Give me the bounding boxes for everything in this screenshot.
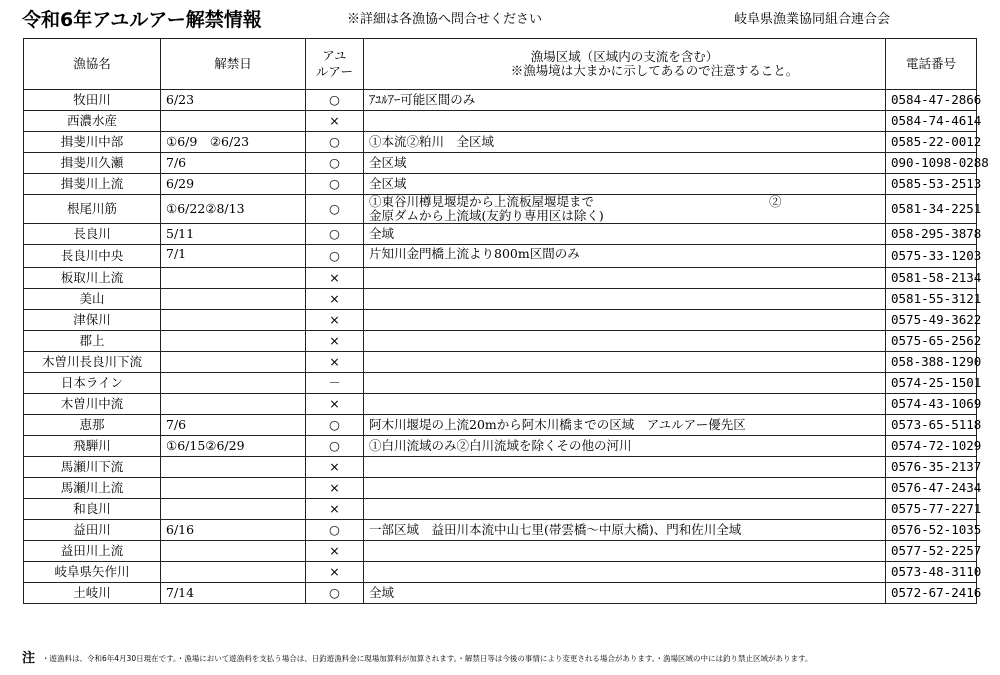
area-line-1: 全区域 bbox=[369, 155, 407, 170]
table-row bbox=[24, 174, 977, 195]
cell-fishing-area bbox=[364, 415, 886, 436]
cell-open-date bbox=[161, 373, 306, 394]
cell-open-date: ①6/15②6/29 bbox=[161, 436, 306, 457]
cell-phone-number: 0575-65-2562 bbox=[886, 331, 977, 352]
cell-open-date bbox=[161, 289, 306, 310]
cell-phone-number: 0581-58-2134 bbox=[886, 268, 977, 289]
cell-open-date bbox=[161, 394, 306, 415]
cell-open-date bbox=[161, 499, 306, 520]
table-row bbox=[24, 90, 977, 111]
cell-fishing-area bbox=[364, 224, 886, 245]
cell-ayu-lure-mark: × bbox=[306, 499, 364, 520]
table-row bbox=[24, 245, 977, 268]
cell-union-name: 揖斐川上流 bbox=[24, 174, 161, 195]
cell-phone-number: 0576-47-2434 bbox=[886, 478, 977, 499]
cell-phone-number: 0574-72-1029 bbox=[886, 436, 977, 457]
cell-ayu-lure-mark: × bbox=[306, 352, 364, 373]
fishing-info-table bbox=[23, 38, 989, 604]
cell-fishing-area bbox=[364, 174, 886, 195]
table-row bbox=[24, 331, 977, 352]
cell-union-name: 木曽川中流 bbox=[24, 394, 161, 415]
cell-open-date bbox=[161, 352, 306, 373]
cell-phone-number: 0584-47-2866 bbox=[886, 90, 977, 111]
cell-union-name: 恵那 bbox=[24, 415, 161, 436]
cell-phone-number: 0575-77-2271 bbox=[886, 499, 977, 520]
cell-phone-number: 0573-48-3110 bbox=[886, 562, 977, 583]
table-row bbox=[24, 153, 977, 174]
cell-fishing-area bbox=[364, 132, 886, 153]
cell-phone-number: 0572-67-2416 bbox=[886, 583, 977, 604]
cell-ayu-lure-mark: × bbox=[306, 541, 364, 562]
cell-ayu-lure-mark: ○ bbox=[306, 583, 364, 604]
cell-ayu-lure-mark: － bbox=[306, 373, 364, 394]
cell-union-name: 和良川 bbox=[24, 499, 161, 520]
cell-union-name: 岐阜県矢作川 bbox=[24, 562, 161, 583]
cell-open-date: ①6/22②8/13 bbox=[161, 195, 306, 224]
header-area-line2: ※漁場境は大まかに示してあるので注意すること。 bbox=[510, 63, 799, 78]
cell-ayu-lure-mark: ○ bbox=[306, 174, 364, 195]
header-ayu-lure bbox=[306, 39, 364, 90]
cell-ayu-lure-mark: ○ bbox=[306, 415, 364, 436]
cell-open-date bbox=[161, 457, 306, 478]
cell-phone-number: 0576-35-2137 bbox=[886, 457, 977, 478]
table-row bbox=[24, 415, 977, 436]
cell-open-date bbox=[161, 478, 306, 499]
cell-open-date: 6/16 bbox=[161, 520, 306, 541]
cell-fishing-area bbox=[364, 310, 886, 331]
cell-union-name: 西濃水産 bbox=[24, 111, 161, 132]
cell-fishing-area bbox=[364, 195, 886, 224]
cell-open-date bbox=[161, 111, 306, 132]
table-row bbox=[24, 195, 977, 224]
cell-ayu-lure-mark: × bbox=[306, 111, 364, 132]
cell-ayu-lure-mark: ○ bbox=[306, 224, 364, 245]
cell-union-name: 津保川 bbox=[24, 310, 161, 331]
cell-union-name: 馬瀬川下流 bbox=[24, 457, 161, 478]
cell-union-name: 板取川上流 bbox=[24, 268, 161, 289]
footnote-text: ・遊漁料は、令和6年4月30日現在です。・漁場において遊漁料を支払う場合は、日釣遊漁料金に現場加算料が加算されます。・解禁日等は今後の事情により変更される場合があります。・漁場区域の中には釣り禁止区域があります。 bbox=[42, 654, 813, 663]
cell-fishing-area bbox=[364, 541, 886, 562]
cell-open-date bbox=[161, 541, 306, 562]
table-row bbox=[24, 562, 977, 583]
cell-fishing-area bbox=[364, 499, 886, 520]
cell-ayu-lure-mark: × bbox=[306, 394, 364, 415]
cell-union-name: 牧田川 bbox=[24, 90, 161, 111]
cell-phone-number: 0584-74-4614 bbox=[886, 111, 977, 132]
cell-fishing-area bbox=[364, 562, 886, 583]
page-header bbox=[22, 8, 982, 32]
footnote bbox=[22, 650, 982, 670]
cell-union-name: 飛騨川 bbox=[24, 436, 161, 457]
cell-ayu-lure-mark: ○ bbox=[306, 153, 364, 174]
organization-name: 岐阜県漁業協同組合連合会 bbox=[734, 12, 891, 27]
cell-union-name: 木曽川長良川下流 bbox=[24, 352, 161, 373]
header-date: 解禁日 bbox=[161, 39, 306, 90]
table-row bbox=[24, 132, 977, 153]
cell-ayu-lure-mark: ○ bbox=[306, 245, 364, 268]
table-header-row bbox=[24, 39, 977, 90]
cell-phone-number: 0577-52-2257 bbox=[886, 541, 977, 562]
cell-fishing-area bbox=[364, 457, 886, 478]
header-ayu-line1: アユ bbox=[322, 48, 347, 63]
cell-fishing-area bbox=[364, 289, 886, 310]
header-ayu-line2: ルアー bbox=[315, 64, 354, 79]
cell-union-name: 益田川 bbox=[24, 520, 161, 541]
area-line-1: 一部区域 益田川本流中山七里(帯雲橋～中原大橋)、門和佐川全域 bbox=[369, 522, 742, 537]
cell-phone-number: 0574-43-1069 bbox=[886, 394, 977, 415]
cell-phone-number: 0575-33-1203 bbox=[886, 245, 977, 268]
cell-phone-number: 0585-53-2513 bbox=[886, 174, 977, 195]
table-row bbox=[24, 352, 977, 373]
cell-phone-number: 0576-52-1035 bbox=[886, 520, 977, 541]
cell-union-name: 日本ライン bbox=[24, 373, 161, 394]
cell-open-date: 5/11 bbox=[161, 224, 306, 245]
cell-union-name: 益田川上流 bbox=[24, 541, 161, 562]
cell-open-date: ①6/9 ②6/23 bbox=[161, 132, 306, 153]
table-row bbox=[24, 394, 977, 415]
area-line-2: 金原ダムから上流域(友釣り専用区は除く) bbox=[369, 208, 604, 223]
cell-fishing-area bbox=[364, 373, 886, 394]
cell-phone-number: 0581-34-2251 bbox=[886, 195, 977, 224]
cell-ayu-lure-mark: × bbox=[306, 268, 364, 289]
cell-open-date bbox=[161, 268, 306, 289]
cell-phone-number: 0585-22-0012 bbox=[886, 132, 977, 153]
area-line-1: ①本流②粕川 全区域 bbox=[369, 134, 495, 149]
cell-phone-number: 0573-65-5118 bbox=[886, 415, 977, 436]
cell-union-name: 土岐川 bbox=[24, 583, 161, 604]
cell-union-name: 郡上 bbox=[24, 331, 161, 352]
cell-open-date bbox=[161, 562, 306, 583]
cell-fishing-area bbox=[364, 153, 886, 174]
table-row bbox=[24, 289, 977, 310]
area-line-1: 阿木川堰堤の上流20mから阿木川橋までの区域 アユルアー優先区 bbox=[369, 417, 746, 432]
cell-open-date: 7/14 bbox=[161, 583, 306, 604]
header-area bbox=[364, 39, 886, 90]
header-area-line1: 漁場区域（区域内の支流を含む） bbox=[530, 49, 719, 64]
cell-fishing-area bbox=[364, 111, 886, 132]
cell-fishing-area bbox=[364, 478, 886, 499]
cell-fishing-area bbox=[364, 352, 886, 373]
cell-fishing-area bbox=[364, 90, 886, 111]
cell-phone-number: 0581-55-3121 bbox=[886, 289, 977, 310]
cell-fishing-area bbox=[364, 520, 886, 541]
cell-ayu-lure-mark: ○ bbox=[306, 436, 364, 457]
cell-open-date: 7/6 bbox=[161, 153, 306, 174]
table-row bbox=[24, 268, 977, 289]
table-row bbox=[24, 499, 977, 520]
table-row bbox=[24, 310, 977, 331]
area-line-1: 全域 bbox=[369, 226, 395, 241]
cell-ayu-lure-mark: × bbox=[306, 478, 364, 499]
cell-phone-number: 0574-25-1501 bbox=[886, 373, 977, 394]
cell-ayu-lure-mark: ○ bbox=[306, 90, 364, 111]
cell-fishing-area bbox=[364, 331, 886, 352]
cell-union-name: 揖斐川久瀬 bbox=[24, 153, 161, 174]
table-row bbox=[24, 373, 977, 394]
cell-ayu-lure-mark: × bbox=[306, 562, 364, 583]
table-row bbox=[24, 436, 977, 457]
cell-phone-number: 090-1098-0288 bbox=[886, 153, 977, 174]
area-line-1: 全域 bbox=[369, 585, 395, 600]
cell-union-name: 馬瀬川上流 bbox=[24, 478, 161, 499]
table-row bbox=[24, 541, 977, 562]
cell-union-name: 長良川 bbox=[24, 224, 161, 245]
page-title: 令和6年アユルアー解禁情報 bbox=[22, 9, 262, 31]
cell-open-date: 7/1 bbox=[161, 245, 306, 268]
area-line-1: 全区域 bbox=[369, 176, 407, 191]
table-row bbox=[24, 583, 977, 604]
cell-phone-number: 058-388-1290 bbox=[886, 352, 977, 373]
table-row bbox=[24, 520, 977, 541]
cell-union-name: 根尾川筋 bbox=[24, 195, 161, 224]
cell-phone-number: 058-295-3878 bbox=[886, 224, 977, 245]
cell-ayu-lure-mark: × bbox=[306, 310, 364, 331]
cell-ayu-lure-mark: ○ bbox=[306, 520, 364, 541]
cell-fishing-area bbox=[364, 268, 886, 289]
table-row bbox=[24, 457, 977, 478]
cell-union-name: 美山 bbox=[24, 289, 161, 310]
cell-fishing-area bbox=[364, 245, 886, 268]
cell-ayu-lure-mark: × bbox=[306, 331, 364, 352]
footnote-label: 注 bbox=[22, 651, 36, 666]
cell-open-date: 6/29 bbox=[161, 174, 306, 195]
cell-union-name: 長良川中央 bbox=[24, 245, 161, 268]
area-line-1: 片知川金門橋上流より800m区間のみ bbox=[369, 246, 580, 261]
cell-union-name: 揖斐川中部 bbox=[24, 132, 161, 153]
cell-open-date: 6/23 bbox=[161, 90, 306, 111]
header-note: ※詳細は各漁協へ問合せください bbox=[347, 12, 543, 27]
header-tel: 電話番号 bbox=[886, 39, 977, 90]
cell-ayu-lure-mark: ○ bbox=[306, 195, 364, 224]
area-line-1: ｱﾕﾙｱｰ可能区間のみ bbox=[369, 92, 476, 107]
cell-phone-number: 0575-49-3622 bbox=[886, 310, 977, 331]
area-line-1: ①白川流域のみ②白川流域を除くその他の河川 bbox=[369, 438, 632, 453]
cell-ayu-lure-mark: ○ bbox=[306, 132, 364, 153]
table-row bbox=[24, 478, 977, 499]
table-row bbox=[24, 224, 977, 245]
header-name: 漁協名 bbox=[24, 39, 161, 90]
cell-open-date bbox=[161, 331, 306, 352]
cell-ayu-lure-mark: × bbox=[306, 457, 364, 478]
cell-open-date: 7/6 bbox=[161, 415, 306, 436]
cell-fishing-area bbox=[364, 394, 886, 415]
cell-ayu-lure-mark: × bbox=[306, 289, 364, 310]
table-row bbox=[24, 111, 977, 132]
cell-fishing-area bbox=[364, 583, 886, 604]
cell-fishing-area bbox=[364, 436, 886, 457]
area-line-1: ①東谷川樽見堰堤から上流板屋堰堤まで ② bbox=[369, 194, 782, 209]
cell-open-date bbox=[161, 310, 306, 331]
